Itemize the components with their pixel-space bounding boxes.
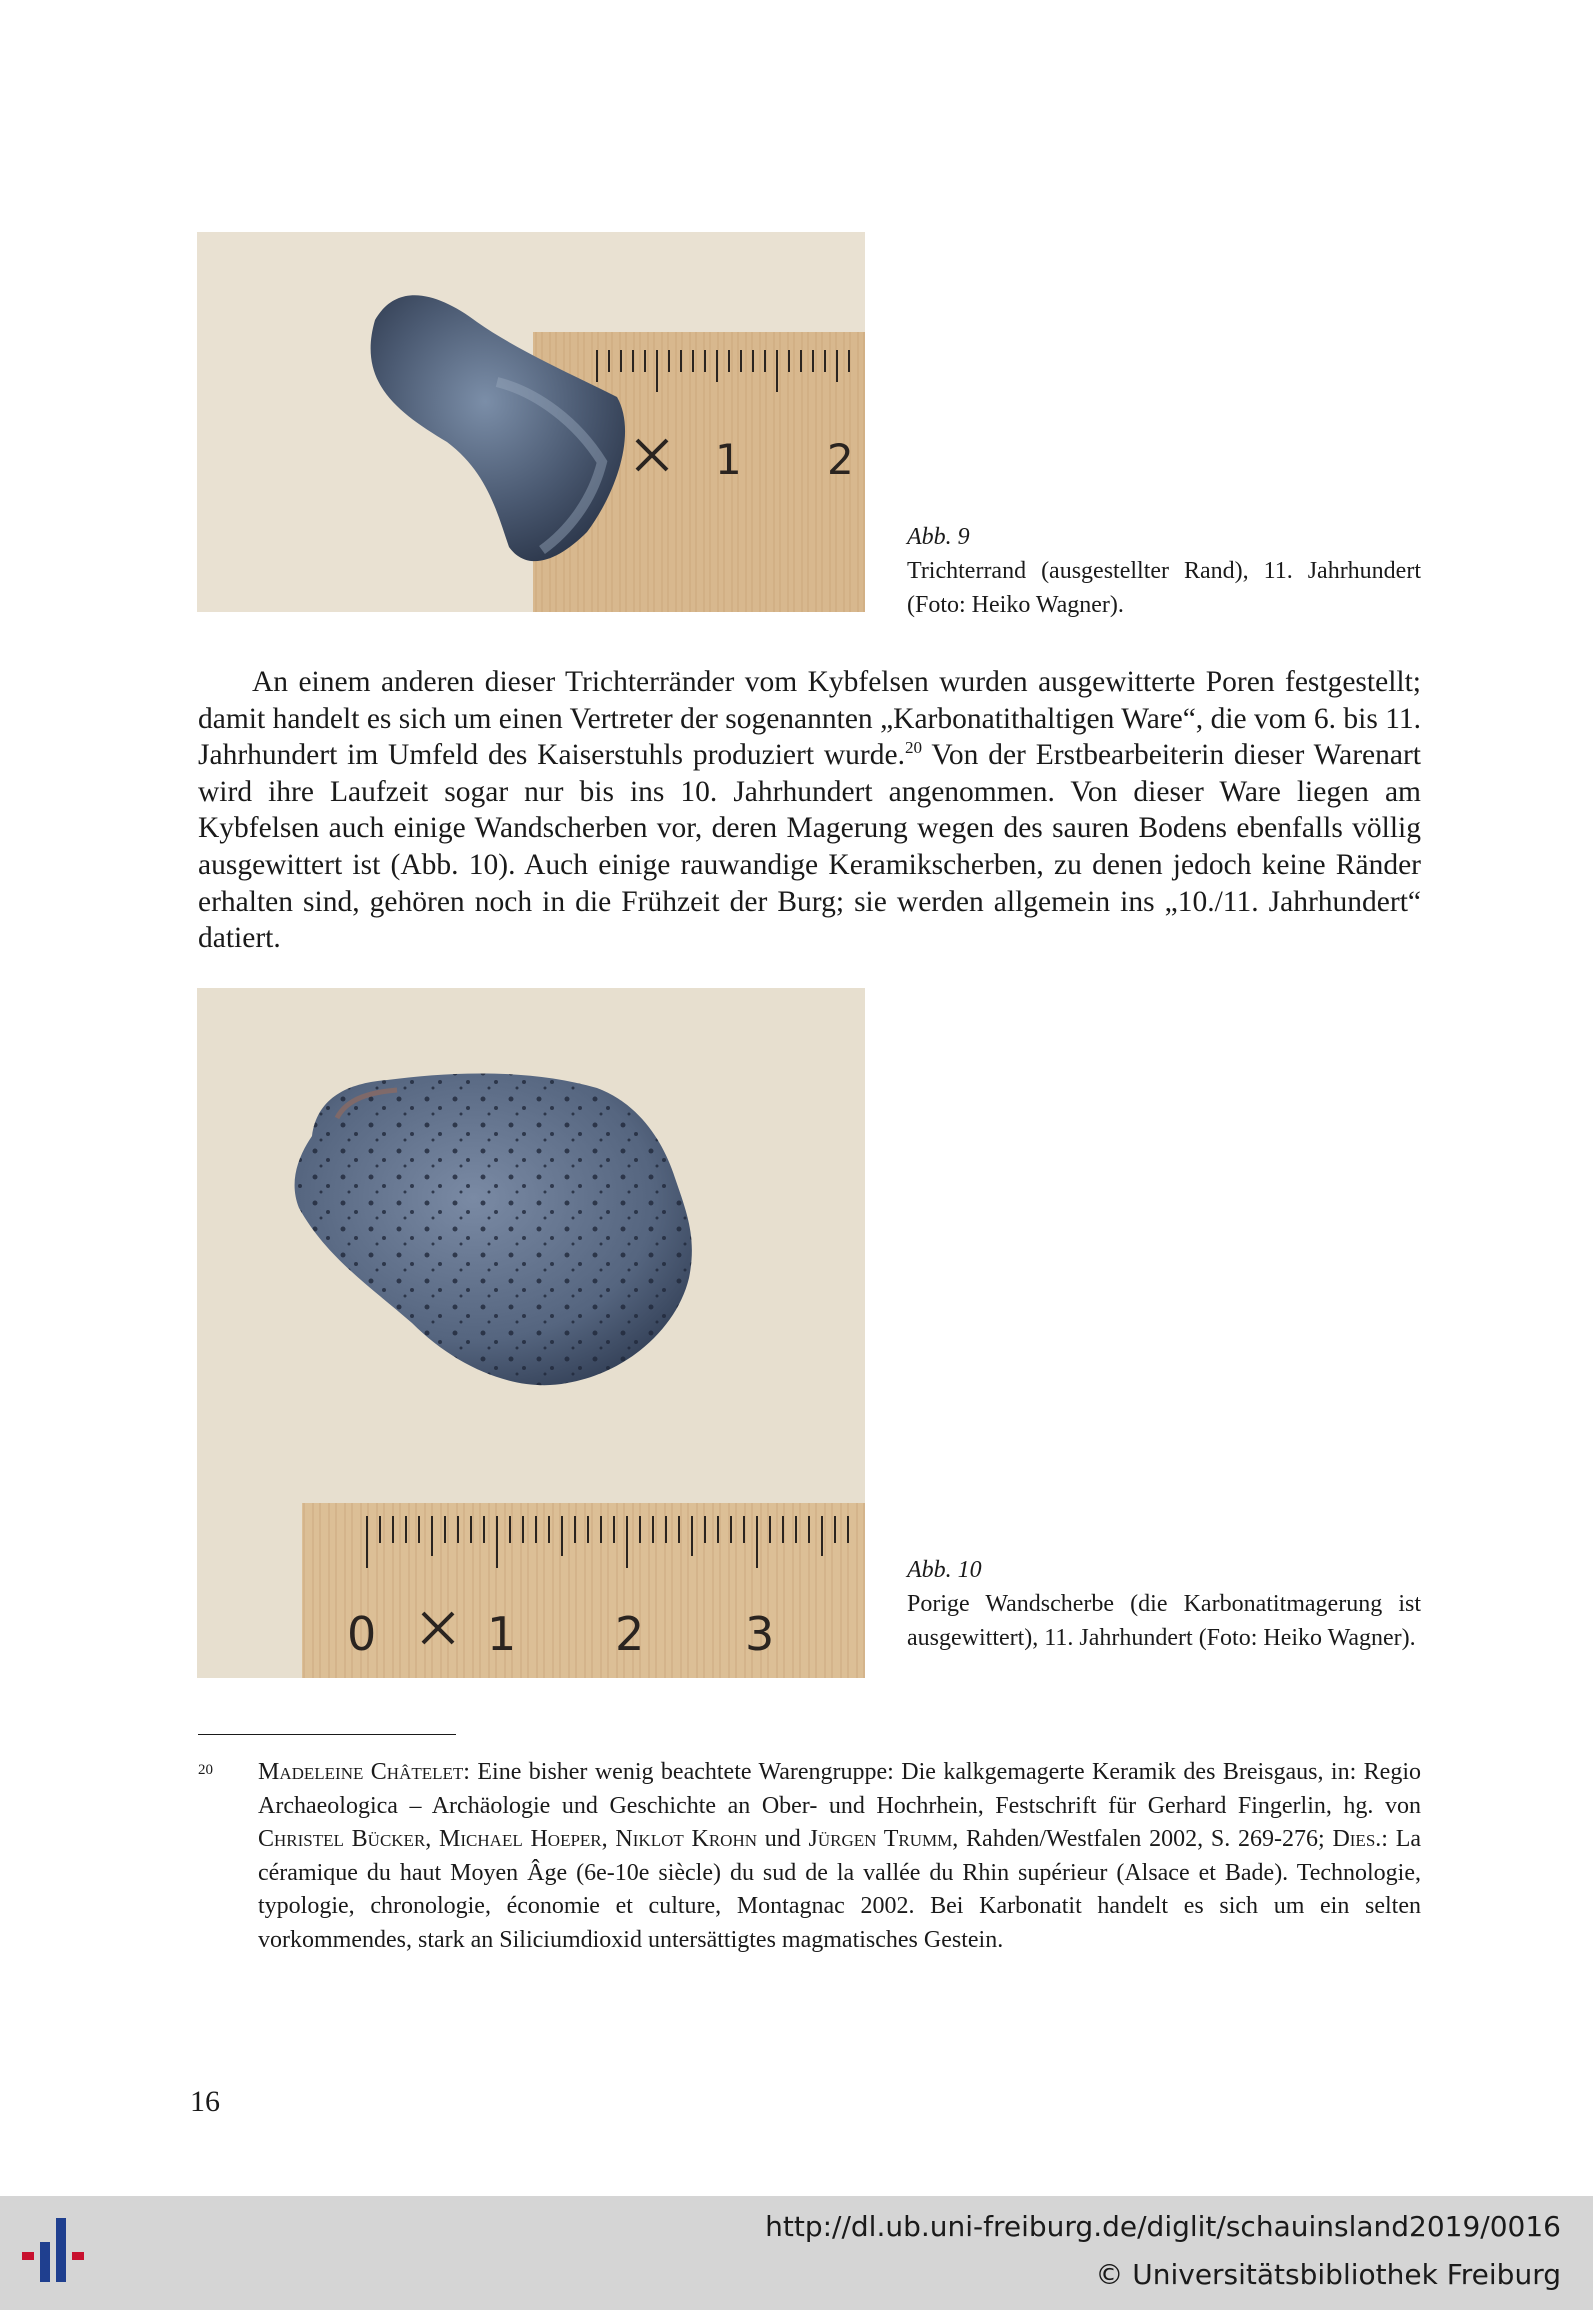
body-text-part-2: Von der Erstbearbeiterin dieser Warenart wird ihre Laufzeit sogar nur bis ins 10. Jahrhundert angenommen. Von dieser Ware liegen am Kybfelsen auch einige Wandscherben vor, deren Magerung wegen des sauren Bodens ebenfalls völlig ausgewittert ist (Abb. 10). Auch einige rauwandige Keramikscherben, zu denen jedoch keine Ränder erhalten sind, gehören noch in die Frühzeit der Burg; sie werden allgemein ins „10./11. Jahrhundert“ datiert. [198,739,1421,955]
figure-9-photo [197,232,865,612]
page-number: 16 [190,2085,220,2118]
ruler-mark: 3 [745,1607,775,1661]
footnote-text-part: , Rahden/Westfalen 2002, S. 269-276; [952,1826,1333,1852]
footnote-text-part: : La céramique du haut Moyen Âge (6e-10e siècle) du sud de la vallée du Rhin supérieur (Alsace et Bade). Technologie, typologie, chronologie, économie et culture, Montagnac 2002. Bei Karbonatit handelt es sich um ein selten vorkommendes, stark an Siliciumdioxid untersättigtes magmatisches Gestein. [258,1826,1422,1953]
footnote-separator [198,1734,456,1735]
footnote-text-part: , [425,1826,440,1852]
body-paragraph [198,664,1421,957]
figure-9-caption-text: Trichterrand (ausgestellter Rand), 11. Jahrhundert (Foto: Heiko Wagner). [907,558,1421,618]
footnote-text-part: und [757,1826,809,1852]
ruler-mark: 1 [487,1607,517,1661]
footnote-text-part: , [601,1826,616,1852]
body-text-part-1: An einem anderen dieser Trichterränder vom Kybfelsen wurden ausgewitterte Poren festgestellt; damit handelt es sich um einen Vertreter der sogenannten „Karbonatithaltigen Ware“, die vom 6. bis 11. Jahrhundert im Umfeld des Kaiserstuhls produziert wurde. [198,666,1421,772]
footnote-number: 20 [198,1762,213,1778]
footnote-20 [198,1756,1421,1957]
footnote-ref: 20 [904,738,923,758]
figure-10-caption-text: Porige Wandscherbe (die Karbonatitmagerung ist ausgewittert), 11. Jahrhundert (Foto: Heiko Wagner). [907,1591,1421,1651]
footnote-editor: Niklot Krohn [615,1826,758,1852]
figure-10-caption [907,1553,1421,1655]
figure-9-caption [907,520,1421,622]
footnote-text-part: : Eine bisher wenig beachtete Warengruppe: Die kalkgemagerte Keramik des Breisgaus, in: Regio Archaeologica – Archäologie und Geschichte an Ober- und Hochrhein, Festschrift für Gerhard Fingerlin, hg. von [258,1759,1421,1819]
footnote-text [258,1756,1421,1957]
footer-bar [0,2196,1593,2310]
figure-10-photo [197,988,865,1678]
ruler-mark: 2 [615,1607,645,1661]
footer-url-link[interactable]: http://dl.ub.uni-freiburg.de/diglit/schauinsland2019/0016 [765,2210,1561,2243]
footer-copyright: © Universitätsbibliothek Freiburg [1095,2258,1561,2291]
footnote-editor: Jürgen Trumm [808,1826,953,1852]
ruler-mark: 2 [827,435,854,484]
figure-9-label: Abb. 9 [907,524,970,550]
footnote-dies: Dies. [1332,1826,1382,1852]
ruler-mark: 0 [347,1607,377,1661]
footnote-editor: Christel Bücker [258,1826,426,1852]
ub-freiburg-logo-icon [16,2212,100,2296]
footnote-editor: Michael Hoeper [439,1826,602,1852]
footnote-author: Madeleine Châtelet [258,1759,464,1785]
ruler-mark: 1 [715,435,742,484]
figure-10-label: Abb. 10 [907,1557,982,1583]
